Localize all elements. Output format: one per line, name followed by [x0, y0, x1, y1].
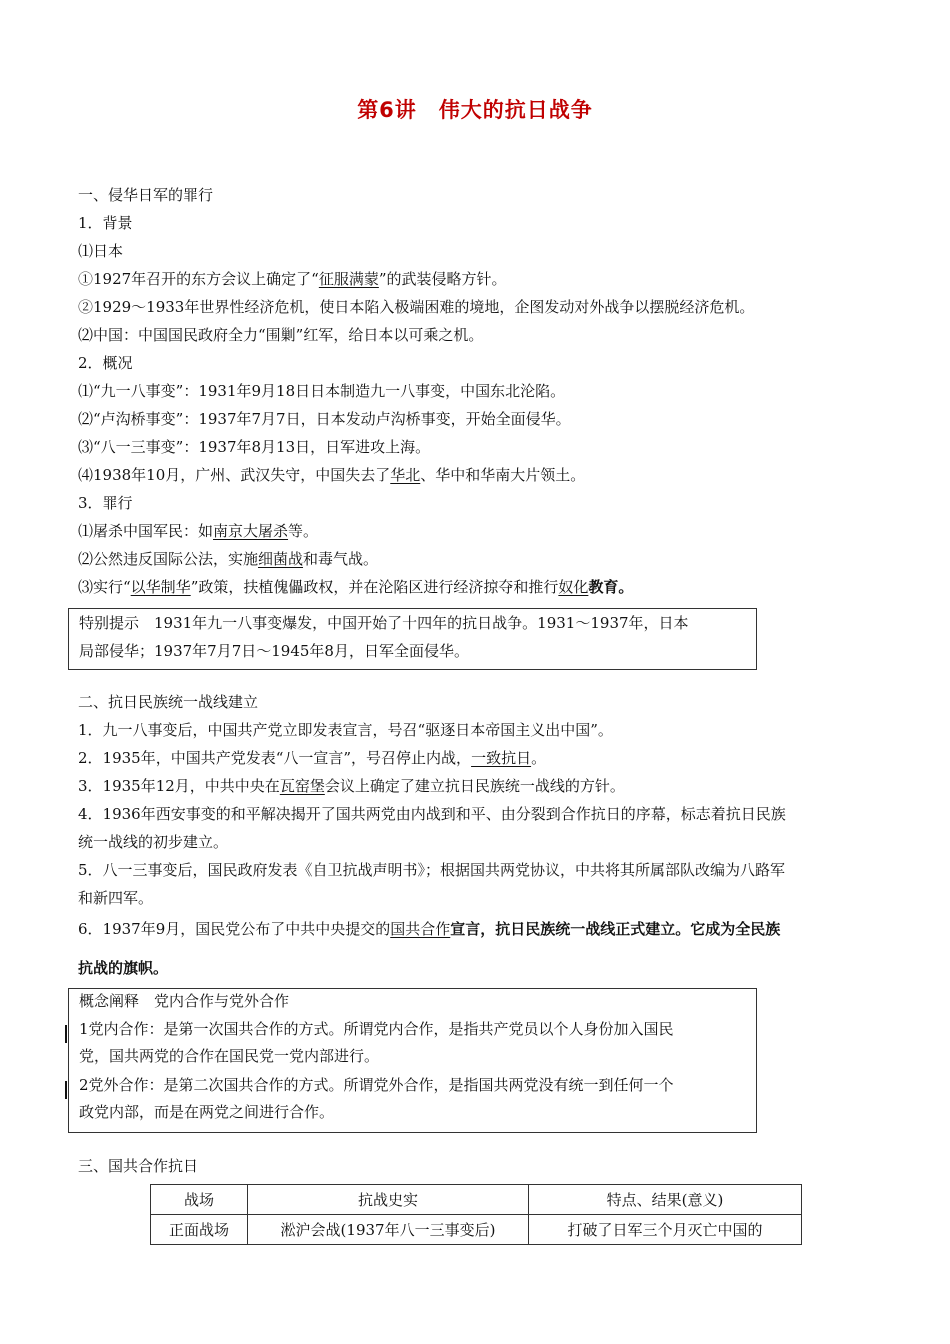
table-cell: 淞沪会战(1937年八一三事变后): [248, 1215, 529, 1245]
battlefield-table: [150, 1184, 802, 1245]
concept-title: 概念阐释 党内合作与党外合作: [79, 992, 290, 1010]
section2-point-5a: 5．八一三事变后，国民政府发表《自卫抗战声明书》；根据国共两党协议，中共将其所属部队改编为八路军: [78, 861, 786, 879]
section1-heading: 一、侵华日军的罪行: [78, 186, 214, 204]
concept-line-3: 党，国共两党的合作在国民党一党内部进行。: [79, 1047, 380, 1065]
section2-heading: 二、抗日民族统一战线建立: [78, 693, 259, 711]
section1-item1a: ①1927年召开的东方会议上确定了“征服满蒙”的武装侵略方针。: [78, 270, 507, 288]
overview-item-2: ⑵“卢沟桥事变”：1937年7月7日，日本发动卢沟桥事变，开始全面侵华。: [78, 410, 571, 428]
page-title: 第6讲 伟大的抗日战争: [357, 98, 593, 122]
section1-sub1: 1．背景: [78, 214, 133, 232]
section2-point-6a: 6．1937年9月，国民党公布了中共中央提交的国共合作宣言，抗日民族统一战线正式建立。它成为全民族: [78, 920, 781, 938]
section2-point-6b: 抗战的旗帜。: [78, 959, 169, 977]
table-header-cell: 特点、结果(意义): [529, 1185, 802, 1215]
table-cell: 正面战场: [151, 1215, 248, 1245]
table-header-cell: 抗战史实: [248, 1185, 529, 1215]
table-header-row: [151, 1185, 802, 1215]
section1-item2: ⑵中国：中国国民政府全力“围剿”红军，给日本以可乘之机。: [78, 326, 484, 344]
crime-item-3: ⑶实行“以华制华”政策，扶植傀儡政权，并在沦陷区进行经济掠夺和推行奴化教育。: [78, 578, 634, 596]
section1-item1b: ②1929～1933年世界性经济危机，使日本陷入极端困难的境地，企图发动对外战争以摆脱经济危机。: [78, 298, 755, 316]
concept-line-5: 政党内部，而是在两党之间进行合作。: [79, 1103, 335, 1121]
overview-item-4: ⑷1938年10月，广州、武汉失守，中国失去了华北、华中和华南大片领土。: [78, 466, 586, 484]
concept-box: [68, 988, 757, 1133]
section2-point-1: 1．九一八事变后，中国共产党立即发表宣言，号召“驱逐日本帝国主义出中国”。: [78, 721, 613, 739]
section1-sub2: 2．概况: [78, 354, 133, 372]
overview-item-3: ⑶“八一三事变”：1937年8月13日，日军进攻上海。: [78, 438, 431, 456]
section2-point-3: 3．1935年12月，中共中央在瓦窑堡会议上确定了建立抗日民族统一战线的方针。: [78, 777, 625, 795]
section1-sub3: 3．罪行: [78, 494, 133, 512]
table-cell: 打破了日军三个月灭亡中国的: [529, 1215, 802, 1245]
tip-line-1: 特别提示 1931年九一八事变爆发，中国开始了十四年的抗日战争。1931～1937年，日本: [79, 614, 689, 632]
crime-item-2: ⑵公然违反国际公法，实施细菌战和毒气战。: [78, 550, 379, 568]
crime-item-1: ⑴屠杀中国军民：如南京大屠杀等。: [78, 522, 319, 540]
table-row: [151, 1215, 802, 1245]
section2-point-5b: 和新四军。: [78, 889, 154, 907]
section3-heading: 三、国共合作抗日: [78, 1157, 199, 1175]
bracket-mark: [65, 1025, 67, 1043]
special-tip-box: [68, 608, 757, 670]
bracket-mark: [65, 1081, 67, 1099]
overview-item-1: ⑴“九一八事变”：1931年9月18日日本制造九一八事变，中国东北沦陷。: [78, 382, 566, 400]
table-header-cell: 战场: [151, 1185, 248, 1215]
concept-line-2: 1党内合作：是第一次国共合作的方式。所谓党内合作，是指共产党员以个人身份加入国民: [79, 1020, 674, 1038]
section2-point-4b: 统一战线的初步建立。: [78, 833, 229, 851]
concept-line-4: 2党外合作：是第二次国共合作的方式。所谓党外合作，是指国共两党没有统一到任何一个: [79, 1076, 674, 1094]
tip-line-2: 局部侵华；1937年7月7日～1945年8月，日军全面侵华。: [79, 642, 469, 660]
section2-point-2: 2．1935年，中国共产党发表“八一宣言”，号召停止内战，一致抗日。: [78, 749, 547, 767]
section2-point-4a: 4．1936年西安事变的和平解决揭开了国共两党由内战到和平、由分裂到合作抗日的序幕，标志着抗日民族: [78, 805, 786, 823]
section1-item1: ⑴日本: [78, 242, 124, 260]
